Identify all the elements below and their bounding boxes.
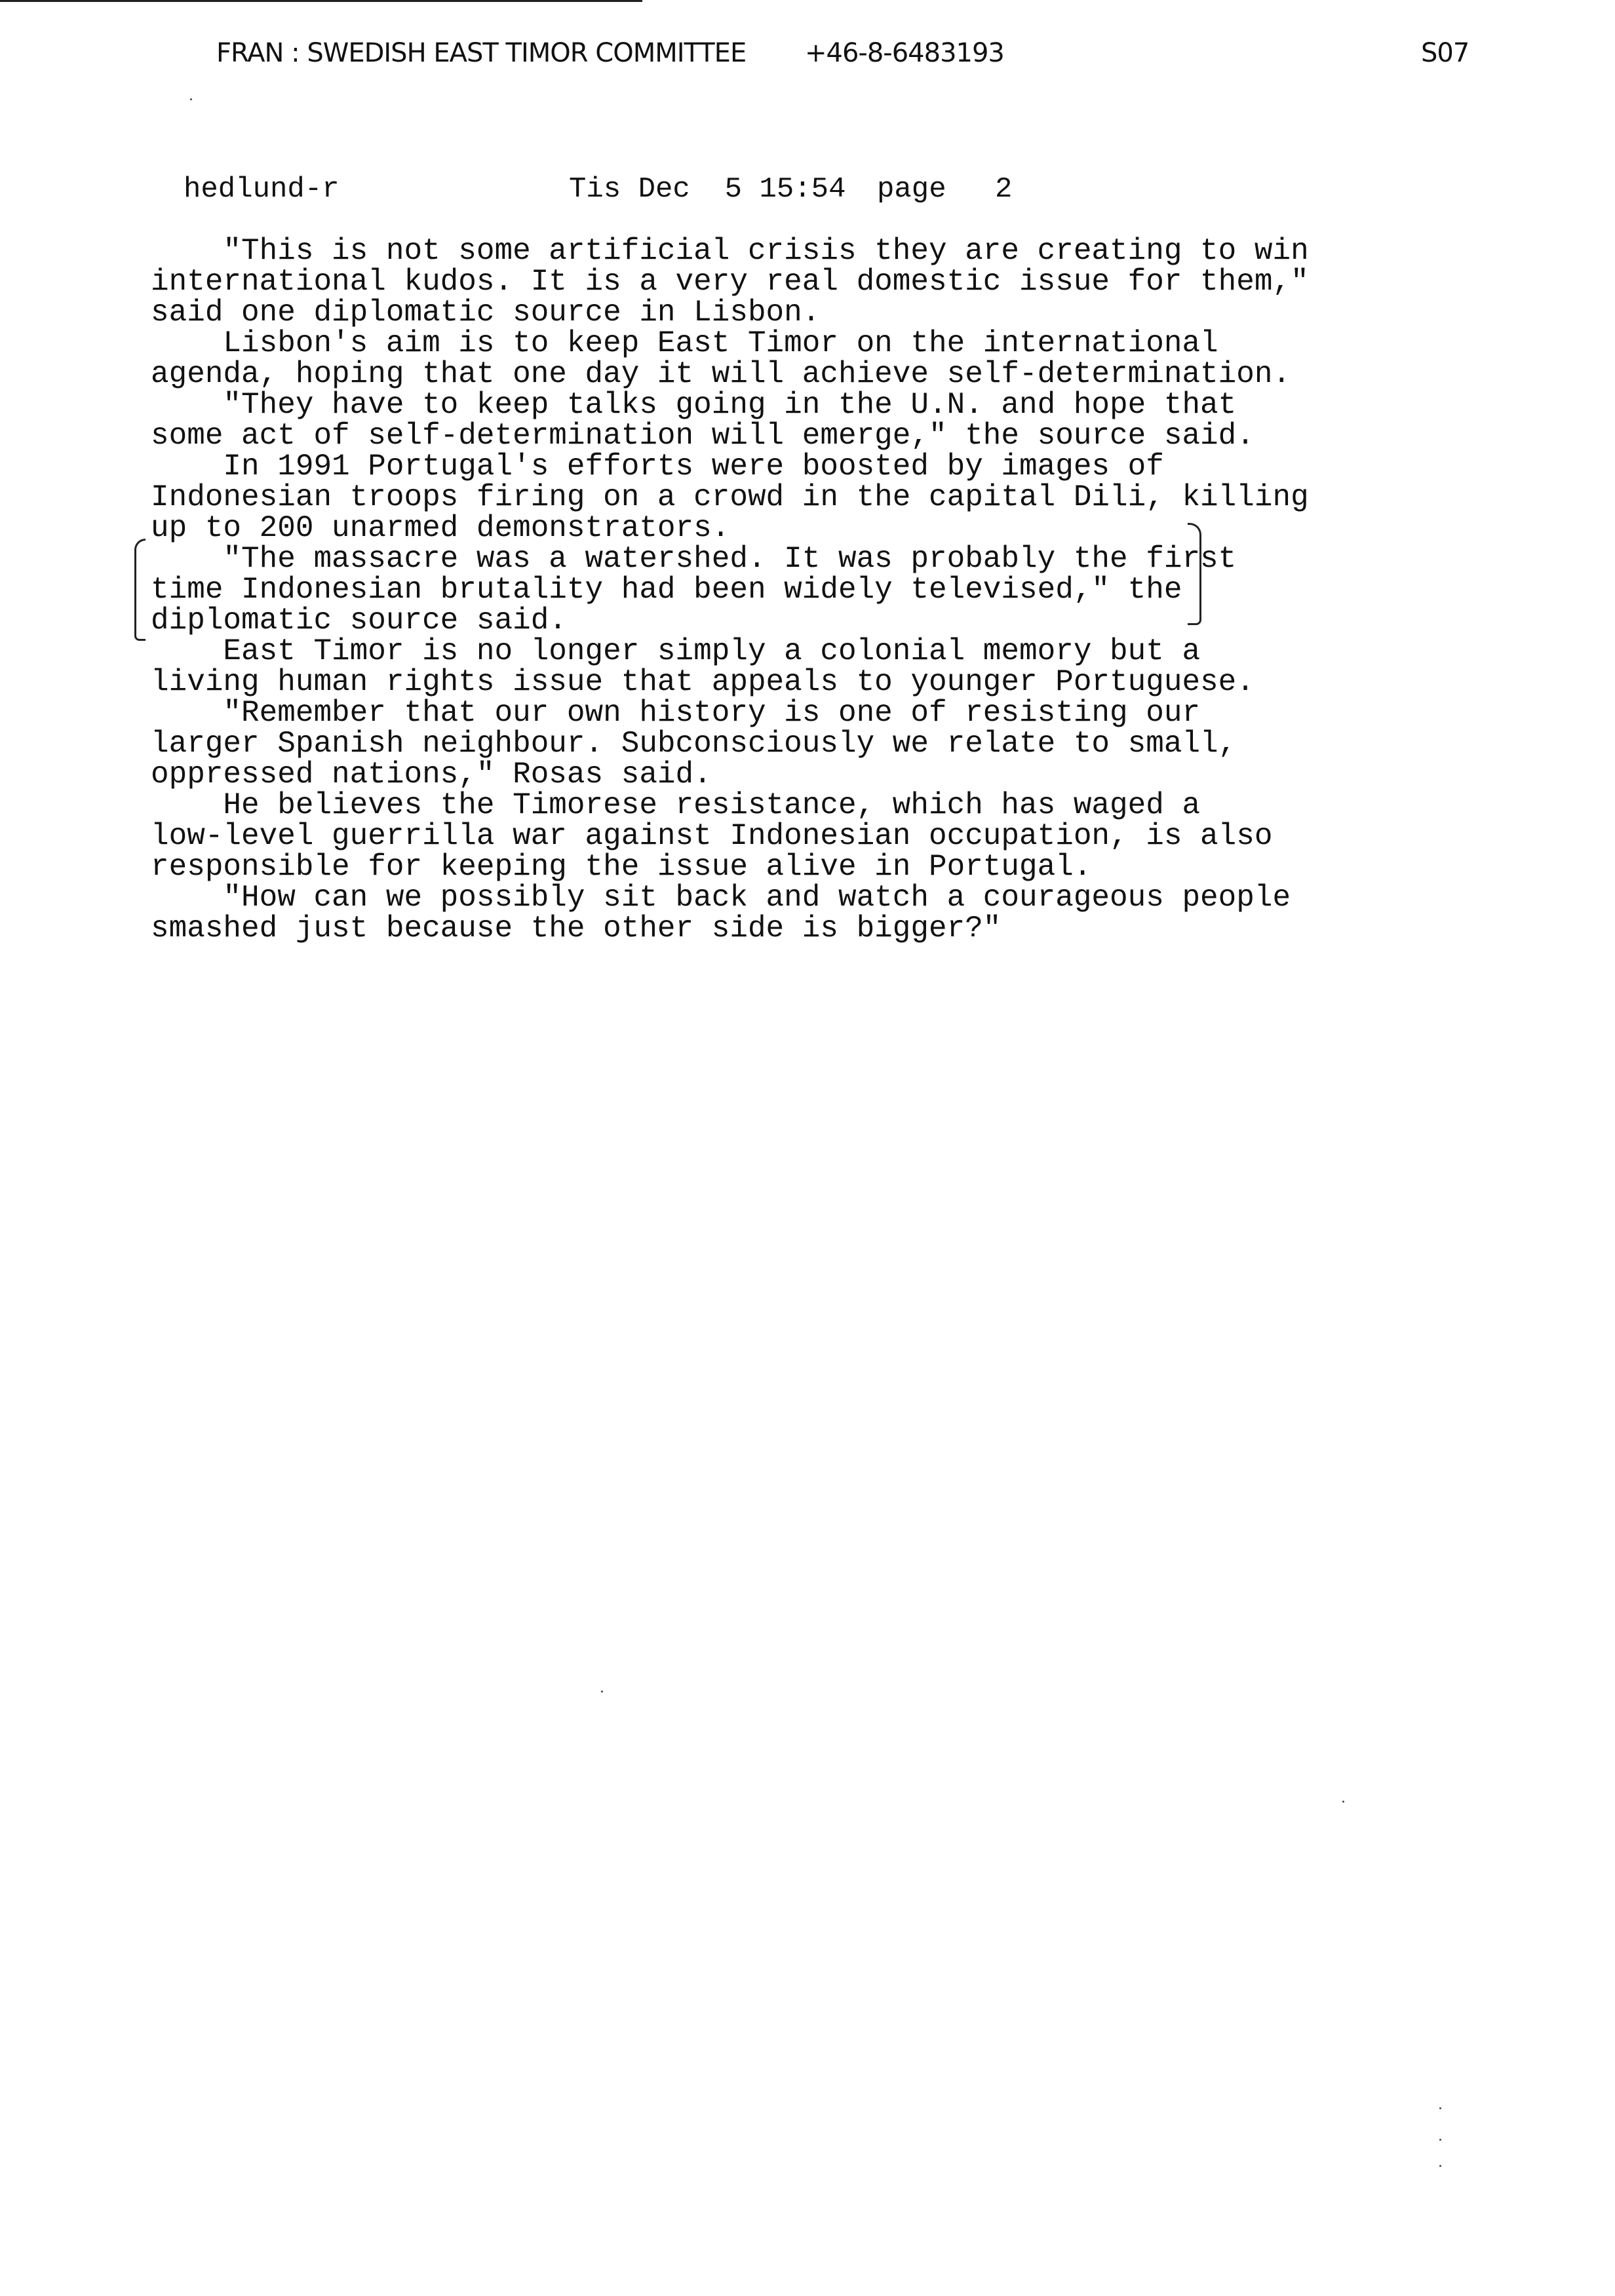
body-line: "They have to keep talks going in the U.N. and hope that [151,388,1237,422]
handwritten-bracket-right [1188,523,1201,625]
fax-top-rule [0,0,642,2]
body-line: diplomatic source said. [151,603,567,638]
document-body [151,236,1462,944]
fax-transmission-header [0,38,1615,77]
scan-speck [601,1691,603,1693]
handwritten-bracket-left [134,539,146,641]
body-line: Lisbon's aim is to keep East Timor on the international [151,326,1218,360]
body-line: said one diplomatic source in Lisbon. [151,296,821,330]
body-line: "The massacre was a watershed. It was probably the first [151,542,1237,576]
body-line: international kudos. It is a very real domestic issue for them," [151,265,1309,299]
body-line: time Indonesian brutality had been widely televised," the [151,573,1182,607]
scan-speck [1439,2107,1441,2109]
fax-phone-number: +46-8-6483193 [805,38,1004,68]
scan-speck [1439,2139,1441,2141]
body-line: living human rights issue that appeals to younger Portuguese. [151,665,1255,699]
document-page-number: 2 [995,173,1013,206]
body-line: larger Spanish neighbour. Subconsciously we relate to small, [151,727,1237,761]
body-line: In 1991 Portugal's efforts were boosted by images of [151,450,1164,484]
body-line: low-level guerrilla war against Indonesian occupation, is also [151,819,1273,853]
document-header [0,173,1615,212]
scan-speck [1439,2165,1441,2167]
body-line: East Timor is no longer simply a colonial memory but a [151,634,1201,668]
body-line: "This is not some artificial crisis they are creating to win [151,234,1309,268]
body-line: some act of self-determination will emerge," the source said. [151,419,1255,453]
body-line: agenda, hoping that one day it will achieve self-determination. [151,357,1291,391]
body-line: smashed just because the other side is bigger?" [151,911,1002,946]
document-user: hedlund-r [184,173,340,206]
body-line: oppressed nations," Rosas said. [151,757,712,792]
fax-page-code: S07 [1421,38,1469,68]
body-line: responsible for keeping the issue alive in Portugal. [151,850,1092,884]
body-line: "How can we possibly sit back and watch a courageous people [151,881,1291,915]
scan-speck [1342,1801,1344,1803]
scan-speck [190,98,192,100]
body-line: Indonesian troops firing on a crowd in the capital Dili, killing [151,480,1309,514]
body-line: up to 200 unarmed demonstrators. [151,511,730,545]
document-date: Tis Dec 5 15:54 [569,173,846,206]
fax-sender: FRAN : SWEDISH EAST TIMOR COMMITTEE [216,38,747,68]
body-line: He believes the Timorese resistance, which has waged a [151,788,1201,822]
document-page-label: page [877,173,946,206]
body-line: "Remember that our own history is one of resisting our [151,696,1201,730]
